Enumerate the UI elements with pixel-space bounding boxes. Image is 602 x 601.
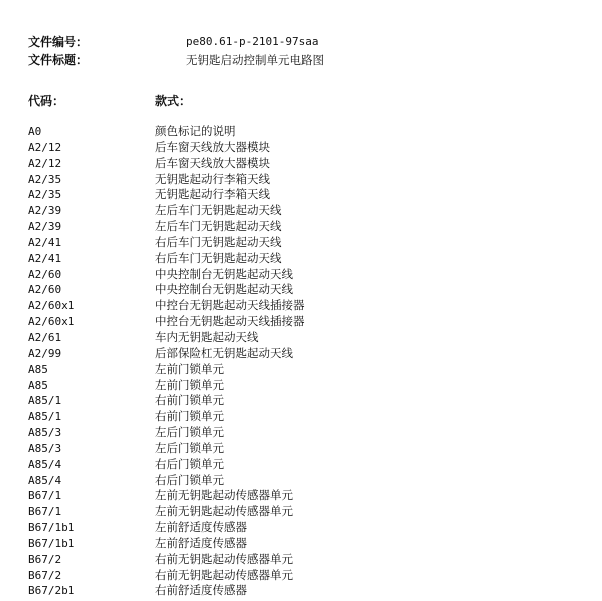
component-description: 右后车门无钥匙起动天线	[155, 250, 282, 265]
component-description: 车内无钥匙起动天线	[155, 329, 259, 344]
component-code: A2/41	[28, 235, 62, 249]
component-description: 颜色标记的说明	[155, 124, 236, 138]
component-description: 左前无钥匙起动传感器单元	[155, 504, 293, 519]
component-description: 右前门锁单元	[155, 393, 224, 408]
component-description: 左后车门无钥匙起动天线	[155, 219, 282, 234]
description-column-header: 款式：	[155, 94, 192, 108]
component-code: A2/60x1	[28, 315, 75, 329]
component-code: A2/35	[28, 172, 62, 186]
component-description: 右前无钥匙起动传感器单元	[155, 567, 293, 582]
component-description: 左后车门无钥匙起动天线	[155, 203, 282, 218]
component-code: A85/3	[28, 426, 62, 440]
file-title-label: 文件标题：	[28, 53, 89, 67]
component-code: B67/1	[28, 489, 62, 503]
file-title-value: 无钥匙启动控制单元电路图	[186, 53, 324, 67]
component-description: 无钥匙起动行李箱天线	[155, 187, 270, 202]
component-description: 中控台无钥匙起动天线插接器	[155, 298, 305, 313]
component-code: A2/61	[28, 330, 62, 344]
file-number-value: pe80.61-p-2101-97saa	[186, 35, 319, 48]
component-description: 后车窗天线放大器模块	[155, 139, 270, 154]
component-description: 左前舒适度传感器	[155, 520, 247, 535]
component-description: 左前无钥匙起动传感器单元	[155, 488, 293, 503]
component-description: 左后门锁单元	[155, 425, 224, 440]
component-code: A2/60x1	[28, 299, 75, 313]
component-code: A85/1	[28, 394, 62, 408]
component-description: 左后门锁单元	[155, 440, 224, 455]
component-code: A85/3	[28, 441, 62, 455]
component-description: 后车窗天线放大器模块	[155, 155, 270, 170]
component-description: 右后门锁单元	[155, 456, 224, 471]
component-code: A2/60	[28, 267, 62, 281]
component-description: 右后车门无钥匙起动天线	[155, 234, 282, 249]
component-description: 无钥匙起动行李箱天线	[155, 171, 270, 186]
component-code: A85	[28, 362, 48, 376]
component-code: A85/4	[28, 473, 62, 487]
file-number-label: 文件编号：	[28, 35, 89, 49]
component-description: 左前门锁单元	[155, 377, 224, 392]
component-code: A2/39	[28, 220, 62, 234]
component-description: 左前舒适度传感器	[155, 535, 247, 550]
component-code: A2/12	[28, 140, 62, 154]
component-code: A2/99	[28, 346, 62, 360]
component-code: A2/39	[28, 204, 62, 218]
component-description: 右后门锁单元	[155, 472, 224, 487]
component-description: 右前门锁单元	[155, 409, 224, 424]
component-description: 中央控制台无钥匙起动天线	[155, 266, 293, 281]
component-code: B67/1b1	[28, 521, 75, 535]
component-code: A85	[28, 378, 48, 392]
component-description: 中央控制台无钥匙起动天线	[155, 282, 293, 297]
component-code: B67/1b1	[28, 536, 75, 550]
component-code: B67/1	[28, 505, 62, 519]
component-code: A85/4	[28, 457, 62, 471]
component-code: B67/2b1	[28, 584, 75, 598]
component-description: 右前无钥匙起动传感器单元	[155, 551, 293, 566]
component-code: B67/2	[28, 568, 62, 582]
component-code: B67/2	[28, 552, 62, 566]
component-code: A0	[28, 125, 42, 138]
component-description: 中控台无钥匙起动天线插接器	[155, 314, 305, 329]
component-code: A2/12	[28, 156, 62, 170]
component-description: 右前舒适度传感器	[155, 583, 247, 598]
component-code: A2/60	[28, 283, 62, 297]
code-column-header: 代码：	[28, 94, 65, 108]
component-code: A85/1	[28, 410, 62, 424]
component-code: A2/35	[28, 188, 62, 202]
component-description: 左前门锁单元	[155, 361, 224, 376]
component-description: 后部保险杠无钥匙起动天线	[155, 345, 293, 360]
component-code: A2/41	[28, 251, 62, 265]
